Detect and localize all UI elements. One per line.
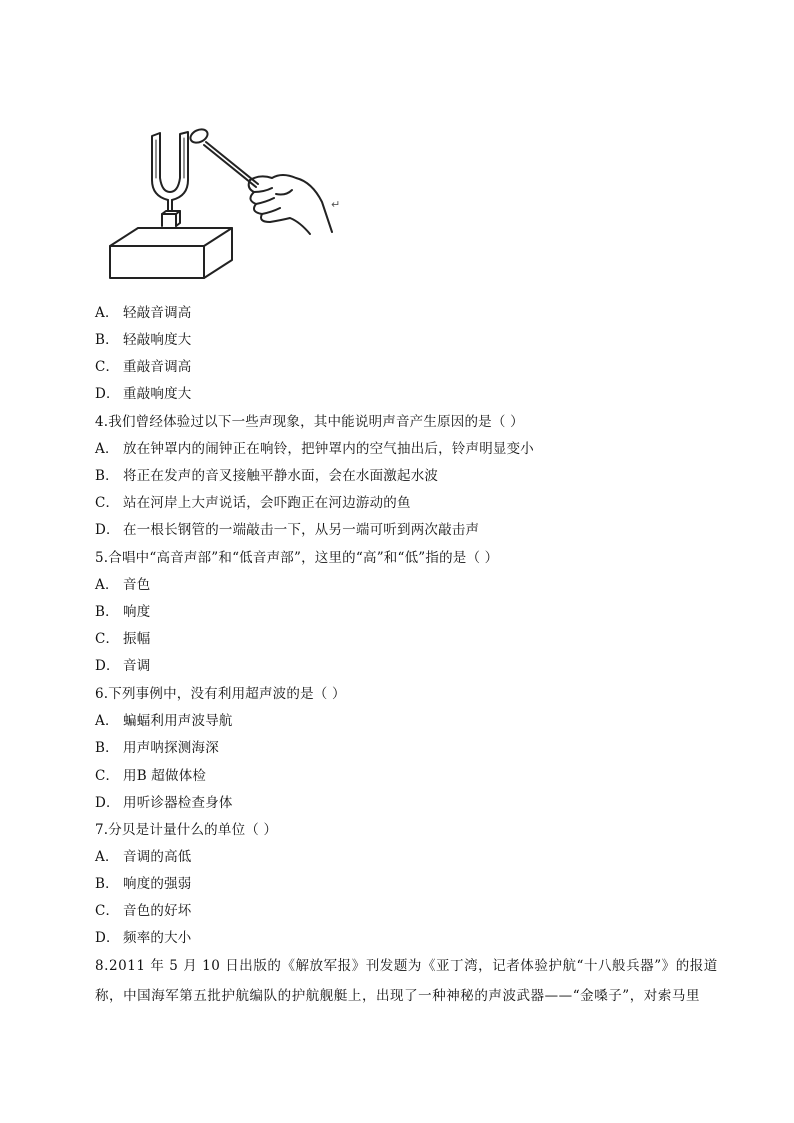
option-letter: C． (95, 359, 120, 375)
q3-option-b (95, 328, 192, 348)
q4-option-b (95, 464, 438, 484)
tuning-fork-struck-by-hand-icon (100, 122, 340, 290)
q4-option-d (95, 518, 479, 538)
option-text: 蝙蝠利用声波导航 (123, 713, 233, 729)
option-letter: A． (95, 577, 119, 593)
option-letter: D． (95, 658, 120, 674)
q3-option-a (95, 301, 192, 321)
q7-stem: 7.分贝是计量什么的单位（ ） (95, 822, 278, 838)
q6-option-c (95, 764, 206, 784)
option-letter: D． (95, 795, 120, 811)
option-text: 频率的大小 (123, 930, 192, 946)
q5-option-b (95, 600, 150, 620)
q8-line-2: 称，中国海军第五批护航编队的护航舰艇上，出现了一种神秘的声波武器——“金嗓子”，对索马里 (95, 988, 701, 1004)
option-text: 振幅 (123, 631, 151, 647)
q8-line-1: 8.2011 年 5 月 10 日出版的《解放军报》刊发题为《亚丁湾，记者体验护航“十八般兵器”》的报道 (95, 958, 718, 974)
q3-option-d (95, 382, 192, 402)
option-text: 重敲响度大 (123, 386, 192, 402)
option-letter: B． (95, 876, 119, 892)
option-text: 用B 超做体检 (123, 768, 207, 784)
option-letter: B． (95, 740, 119, 756)
tuning-fork-illustration (100, 122, 340, 290)
option-letter: A． (95, 305, 119, 321)
option-letter: B． (95, 332, 119, 348)
option-text: 站在河岸上大声说话，会吓跑正在河边游动的鱼 (123, 495, 411, 511)
option-letter: A． (95, 849, 119, 865)
option-text: 响度的强弱 (123, 876, 192, 892)
option-letter: D． (95, 522, 120, 538)
q6-option-a (95, 709, 233, 729)
option-text: 音色 (123, 577, 151, 593)
option-letter: C． (95, 631, 120, 647)
q7-option-b (95, 872, 192, 892)
q3-option-c (95, 355, 192, 375)
q7-option-d (95, 926, 192, 946)
paragraph-mark-icon: ↵ (331, 198, 341, 211)
option-letter: C． (95, 903, 120, 919)
option-letter: D． (95, 930, 120, 946)
option-text: 音色的好坏 (123, 903, 192, 919)
option-text: 音调的高低 (123, 849, 192, 865)
q6-option-d (95, 791, 233, 811)
option-letter: A． (95, 441, 119, 457)
option-text: 用声呐探测海深 (123, 740, 219, 756)
option-text: 用听诊器检查身体 (123, 795, 233, 811)
q7-option-c (95, 899, 192, 919)
option-text: 放在钟罩内的闹钟正在响铃，把钟罩内的空气抽出后，铃声明显变小 (123, 441, 534, 457)
option-text: 响度 (123, 604, 151, 620)
q6-stem: 6.下列事例中，没有利用超声波的是（ ） (95, 686, 346, 702)
option-text: 轻敲音调高 (123, 305, 192, 321)
q5-option-a (95, 573, 150, 593)
option-letter: B． (95, 604, 119, 620)
q4-option-a (95, 437, 534, 457)
option-text: 轻敲响度大 (123, 332, 192, 348)
q5-option-c (95, 627, 150, 647)
q5-stem: 5.合唱中“高音声部”和“低音声部”，这里的“高”和“低”指的是（ ） (95, 550, 499, 566)
q4-stem: 4.我们曾经体验过以下一些声现象，其中能说明声音产生原因的是（ ） (95, 414, 524, 430)
option-letter: A． (95, 713, 119, 729)
option-text: 重敲音调高 (123, 359, 192, 375)
option-text: 在一根长钢管的一端敲击一下，从另一端可听到两次敲击声 (123, 522, 480, 538)
option-text: 音调 (123, 658, 151, 674)
option-letter: C． (95, 768, 120, 784)
option-letter: B． (95, 468, 119, 484)
option-text: 将正在发声的音叉接触平静水面，会在水面激起水波 (123, 468, 439, 484)
q6-option-b (95, 736, 219, 756)
option-letter: C． (95, 495, 120, 511)
q5-option-d (95, 654, 150, 674)
option-letter: D． (95, 386, 120, 402)
q7-option-a (95, 845, 192, 865)
q4-option-c (95, 491, 411, 511)
